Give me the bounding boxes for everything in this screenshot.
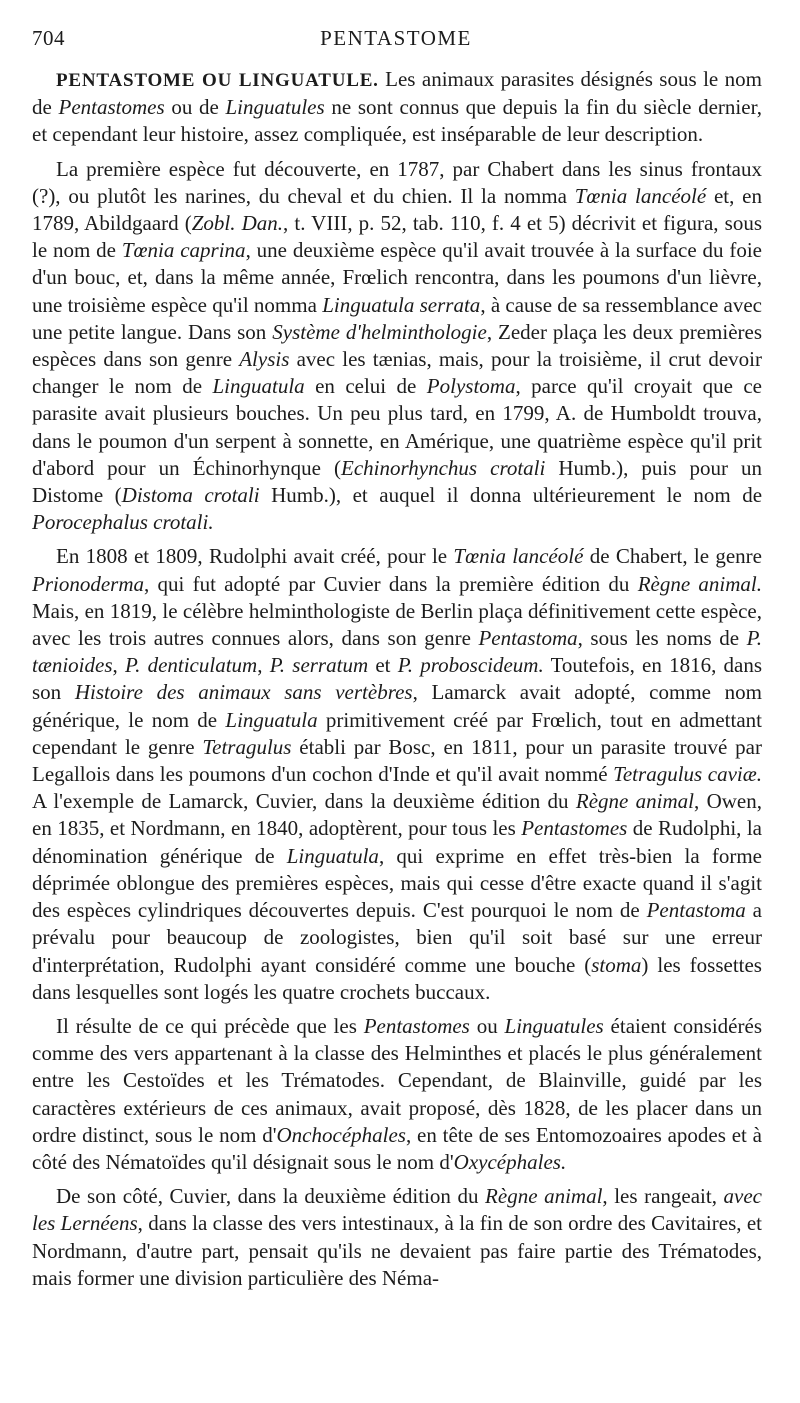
text-span: En 1808 et 1809, Rudolphi avait créé, pour le xyxy=(56,544,454,569)
italic-term: Pentastoma xyxy=(478,626,578,651)
text-span: ne sont connus que depuis la fin du siècle dernier, et cependant leur histoire, assez compliquée, est inséparable de leur description. xyxy=(32,95,762,147)
paragraph-1 xyxy=(32,66,762,149)
text-span: , dans la classe des vers intestinaux, à la fin de son ordre des Cavitaires, et Nordmann, d'autre part, pensait qu'ils ne devaient pas faire partie des Trématodes, mais former une division particulière des Néma- xyxy=(32,1211,762,1290)
text-span: , Lamarck avait adopté, comme nom générique, le nom de xyxy=(32,680,762,732)
text-span: , à cause de sa ressemblance avec une petite langue. Dans son xyxy=(32,292,762,344)
italic-term: Alysis xyxy=(239,347,290,372)
text-span: , Zeder plaça les deux premières espèces dans son genre xyxy=(32,319,763,372)
text-span: , xyxy=(112,653,125,678)
text-span: ) les fossettes dans lesquelles sont logés les quatre crochets buccaux. xyxy=(32,952,762,1004)
italic-term: Echinorhynchus crotali xyxy=(341,455,546,480)
italic-term: Règne animal. xyxy=(637,571,762,596)
text-span: ou xyxy=(469,1013,505,1038)
article-body xyxy=(32,66,762,1292)
text-span: primitivement créé par Frœlich, tout en admettant cependant le genre xyxy=(32,707,762,759)
text-span: A l'exemple de Lamarck, Cuvier, dans la deuxième édition du xyxy=(32,789,576,814)
text-span: , t. VIII, p. 52, tab. 110, f. 4 et 5) décrivit et figura, sous le nom de xyxy=(32,211,762,263)
italic-term: Linguatules xyxy=(504,1013,604,1038)
italic-term: Porocephalus crotali. xyxy=(32,510,214,535)
italic-term: Pentastomes xyxy=(58,95,165,120)
paragraph-4 xyxy=(32,1013,762,1176)
text-span: , parce qu'il croyait que ce parasite avait plusieurs bouches. Un peu plus tard, en 1799, A. de Humboldt trouva, dans le poumon d'un serpent à sonnette, en Amérique, une quatrième espèce qu'il prit d'abord pour un Échinorhynque ( xyxy=(32,374,762,480)
italic-term: Tetragulus caviæ. xyxy=(613,762,762,787)
running-title: PENTASTOME xyxy=(320,26,472,50)
text-span: De son côté, Cuvier, dans la deuxième édition du xyxy=(56,1184,486,1209)
text-span: a prévalu pour beaucoup de zoologistes, bien qu'il soit basé sur une erreur d'interprétation, Rudolphi ayant considéré comme une bouche ( xyxy=(32,898,762,977)
text-span: , sous les noms de xyxy=(577,626,747,651)
paragraph-3 xyxy=(32,543,762,1005)
text-span: de Chabert, le genre xyxy=(583,544,762,569)
italic-term: Linguatula serrata xyxy=(322,292,481,317)
italic-term: P. serratum xyxy=(269,653,369,678)
italic-term: Polystoma xyxy=(426,374,516,399)
article-headword: PENTASTOME OU LINGUATULE. xyxy=(56,70,379,91)
italic-term: Règne animal xyxy=(485,1184,603,1209)
text-span: , qui exprime en effet très-bien la forme déprimée oblongue des premières espèces, mais qui cesse d'être exacte quand il s'agit des espèces cylindriques découvertes depuis. C'est pourquoi le nom de xyxy=(32,843,763,923)
text-span: , en tête de ses Entomozoaires apodes et à côté des Nématoïdes qu'il désignait sous le nom d' xyxy=(32,1122,762,1174)
italic-term: Linguatules xyxy=(225,95,325,120)
text-span: , Owen, en 1835, et Nordmann, en 1840, adoptèrent, pour tous les xyxy=(32,789,762,841)
text-span: Il résulte de ce qui précède que les xyxy=(56,1013,364,1038)
italic-term: Pentastoma xyxy=(646,898,746,923)
text-span: , xyxy=(257,653,270,678)
italic-term: Linguatula xyxy=(212,374,305,399)
text-span: et xyxy=(368,653,398,678)
text-span: ou de xyxy=(164,95,226,120)
text-span: Humb.), et auquel il donna ultérieurement le nom de xyxy=(259,483,763,508)
text-span: Humb.), puis pour un Distome ( xyxy=(32,455,762,508)
italic-term: avec les Lernéens xyxy=(32,1184,762,1236)
text-span: en celui de xyxy=(304,374,427,399)
italic-term: Zobl. Dan. xyxy=(191,211,284,236)
text-span: établi par Bosc, en 1811, pour un parasite trouvé par Legallois dans les poumons d'un cochon d'Inde et qu'il avait nommé xyxy=(32,734,762,787)
italic-term: Tœnia lancéolé xyxy=(574,183,707,208)
italic-term: Tetragulus xyxy=(202,734,292,759)
page-number: 704 xyxy=(32,26,65,50)
text-span: , les rangeait, xyxy=(602,1184,724,1209)
italic-term: Pentastomes xyxy=(363,1013,470,1038)
italic-term: Distoma crotali xyxy=(121,483,260,508)
italic-term: Système d'helminthologie xyxy=(272,319,487,344)
text-span: de Rudolphi, la dénomination générique de xyxy=(32,816,762,868)
text-span: , une deuxième espèce qu'il avait trouvée à la surface du foie d'un bouc, et, dans la même année, Frœlich rencontra, dans les poumons d'un lièvre, une troisième espèce qu'il nomma xyxy=(32,238,763,317)
italic-term: P. tænioides xyxy=(32,626,763,678)
italic-term: P. denticulatum xyxy=(124,653,258,678)
italic-term: Tœnia lancéolé xyxy=(453,544,584,569)
italic-term: Histoire des animaux sans vertèbres xyxy=(74,680,413,705)
text-span: étaient considérés comme des vers appartenant à la classe des Helminthes et placés le plus généralement entre les Cestoïdes et les Trématodes. Cependant, de Blainville, guidé par les caractères extérieurs de ces animaux, avait proposé, dès 1828, de les placer dans un ordre distinct, sous le nom d' xyxy=(32,1013,762,1147)
text-span: Mais, en 1819, le célèbre helminthologiste de Berlin plaça définitivement cette espèce, avec les trois autres connues alors, dans son genre xyxy=(32,598,762,651)
italic-term: Linguatula xyxy=(286,843,379,868)
italic-term: Pentastomes xyxy=(521,816,628,841)
running-header xyxy=(32,26,760,56)
italic-term: P. proboscideum. xyxy=(397,653,544,678)
text-span: La première espèce fut découverte, en 1787, par Chabert dans les sinus frontaux (?), ou plutôt les narines, du cheval et du chien. Il la nomma xyxy=(32,156,762,208)
italic-term: Tœnia caprina xyxy=(121,238,246,263)
paragraph-5 xyxy=(32,1183,762,1292)
text-span: Les animaux parasites désignés sous le nom de xyxy=(32,67,762,120)
italic-term: stoma xyxy=(591,952,642,977)
italic-term: Règne animal xyxy=(575,789,695,814)
text-span: Toutefois, en 1816, dans son xyxy=(32,653,763,705)
italic-term: Oxycéphales. xyxy=(453,1149,567,1174)
italic-term: Prionoderma xyxy=(32,571,144,596)
text-span: et, en 1789, Abildgaard ( xyxy=(32,183,762,236)
text-span: , qui fut adopté par Cuvier dans la première édition du xyxy=(144,571,638,596)
italic-term: Linguatula xyxy=(225,707,318,732)
italic-term: Onchocéphales xyxy=(276,1122,406,1147)
text-span: avec les tænias, mais, pour la troisième, il crut devoir changer le nom de xyxy=(32,347,762,399)
paragraph-2 xyxy=(32,156,762,537)
